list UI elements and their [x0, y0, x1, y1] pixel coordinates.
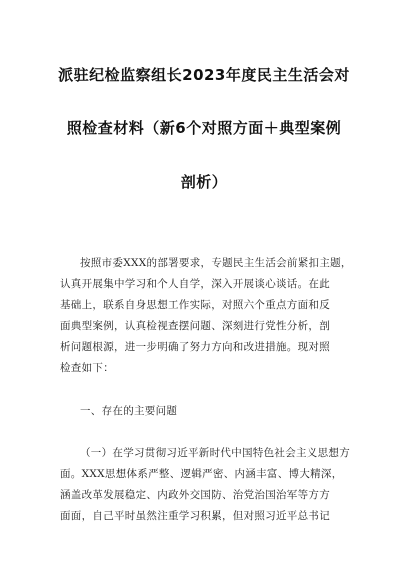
intro-line-5: 析问题根源，进一步明确了努力方向和改进措施。现对照: [60, 341, 330, 353]
subsection-line-3: 涵盖改革发展稳定、内政外交国防、治党治国治军等方方: [60, 489, 330, 501]
intro-line-4: 面典型案例，认真检视查摆问题、深刻进行党性分析，剖: [60, 320, 330, 332]
intro-line-1: 按照市委XXX的部署要求，专题民主生活会前紧扣主题，: [80, 257, 352, 269]
document-title-line-2: 照检查材料（新6个对照方面＋典型案例: [66, 119, 342, 137]
subsection-line-2: 面。XXX思想体系严整、逻辑严密、内涵丰富、博大精深，: [60, 468, 343, 480]
section-heading: 一、存在的主要问题: [80, 405, 178, 417]
document-title-line-3: 剖析）: [180, 173, 228, 191]
intro-line-2: 认真开展集中学习和个人自学，深入开展谈心谈话。在此: [60, 278, 330, 290]
subsection-line-1: （一）在学习贯彻习近平新时代中国特色社会主义思想方: [80, 447, 350, 459]
intro-line-3: 基础上，联系自身思想工作实际，对照六个重点方面和反: [60, 299, 330, 311]
intro-line-6: 检查如下：: [60, 362, 114, 374]
subsection-line-4: 面面，自己平时虽然注重学习积累，但对照习近平总书记: [60, 510, 330, 522]
document-title-line-1: 派驻纪检监察组长2023年度民主生活会对: [58, 66, 350, 84]
